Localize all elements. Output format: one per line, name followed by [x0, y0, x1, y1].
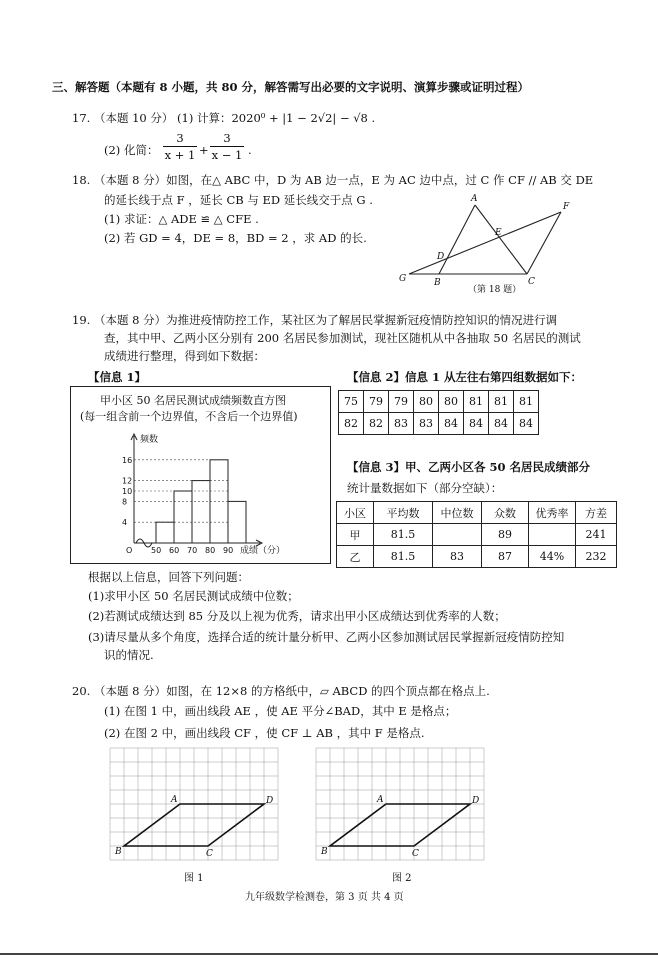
info2-cell: 81: [514, 391, 539, 413]
q20-figure-2: [316, 748, 484, 860]
hist-bar-90-100: [228, 501, 246, 543]
info3-cell: 44%: [529, 546, 576, 568]
hist-y-title: 频数: [140, 435, 159, 445]
info2-cell: 80: [414, 391, 439, 413]
hist-xtick-70: 70: [187, 546, 198, 555]
q17-f1-numerator: 3: [176, 131, 184, 145]
q18-line1: 18. （本题 8 分）如图，在△ ABC 中，D 为 AB 边一点，E 为 AC 边中点，过 C 作 CF // AB 交 DE: [72, 173, 594, 187]
hist-ytick-10: 10: [122, 487, 133, 496]
info3-cell: 241: [576, 524, 617, 546]
info2-cell: 83: [389, 413, 414, 435]
q19-line1: 19. （本题 8 分）为推进疫情防控工作，某社区为了解居民掌握新冠疫情防控知识的情况进行调: [72, 313, 558, 327]
q18-seg-gf: [409, 212, 561, 274]
q18-label-b: B: [434, 278, 441, 288]
info2-cell: 84: [514, 413, 539, 435]
q18-caption: （第 18 题）: [468, 285, 522, 295]
q17-plus: +: [199, 143, 209, 157]
info2-cell: 75: [339, 391, 364, 413]
section-heading: 三、解答题（本题有 8 小题，共 80 分，解答需写出必要的文字说明、演算步骤或证明过程）: [52, 80, 530, 94]
hist-xtick-50: 50: [151, 546, 162, 555]
info2-row: [339, 391, 539, 413]
hist-xtick-80: 80: [205, 546, 216, 555]
q17-part2-suffix: .: [248, 143, 252, 157]
hist-origin: O: [126, 546, 133, 555]
q19-histogram: [100, 430, 330, 560]
hist-xtick-90: 90: [223, 546, 234, 555]
info3-row: [337, 524, 617, 546]
q18-seg-cf: [527, 212, 561, 274]
q19-info2-table: [338, 390, 539, 435]
hist-bar-60-70: [174, 491, 192, 543]
hist-ytick-8: 8: [122, 497, 128, 507]
hist-xtick-60: 60: [169, 546, 180, 555]
bottom-rule: [0, 953, 658, 955]
q19-info3-table: [336, 501, 617, 568]
info2-cell: 81: [489, 391, 514, 413]
q19-line2: 查，其中甲、乙两小区分别有 200 名居民参加测试，现社区随机从中各抽取 50 名居民的测试: [104, 331, 581, 345]
q18-label-f: F: [563, 202, 570, 212]
q19-ask: 根据以上信息，回答下列问题：: [88, 570, 249, 584]
q19-sub2: (2)若测试成绩达到 85 分及以上视为优秀，请求出甲小区成绩达到优秀率的人数；: [88, 609, 506, 623]
info3-cell: 方差: [576, 502, 617, 524]
q17-f2-numerator: 3: [223, 131, 231, 145]
info3-cell: 87: [482, 546, 529, 568]
q18-label-e: E: [495, 228, 502, 238]
q20-fig1-label-c: C: [206, 849, 213, 859]
q19-sub3b: 识的情况.: [104, 648, 154, 662]
info3-cell: 83: [433, 546, 482, 568]
info3-row: [337, 546, 617, 568]
q18-sub2: (2) 若 GD = 4，DE = 8，BD = 2 ，求 AD 的长.: [104, 231, 367, 245]
q20-fig2-label-b: B: [321, 847, 328, 857]
hist-ytick-4: 4: [122, 518, 128, 528]
info3-cell: 众数: [482, 502, 529, 524]
q18-label-g: G: [399, 274, 407, 284]
q19-info1-note: (每一组含前一个边界值，不含后一个边界值): [80, 410, 298, 423]
info2-cell: 82: [339, 413, 364, 435]
info2-cell: 84: [439, 413, 464, 435]
q19-line3: 成绩进行整理，得到如下数据：: [104, 349, 265, 363]
q20-fig1-label-a: A: [171, 795, 178, 805]
q20-fig1-caption: 图 1: [184, 873, 204, 884]
info3-cell: 平均数: [374, 502, 433, 524]
q17-fraction-2: [210, 131, 244, 162]
info2-cell: 81: [464, 391, 489, 413]
info3-cell: 小区: [337, 502, 374, 524]
q20-fig1-label-d: D: [266, 796, 274, 806]
info3-cell: [529, 524, 576, 546]
q19-info3-line1: 【信息 3】甲、乙两小区各 50 名居民成绩部分: [347, 460, 591, 474]
q19-info1-label: 【信息 1】: [88, 370, 147, 384]
q20-sub1: (1) 在图 1 中，画出线段 AE ，使 AE 平分∠BAD，其中 E 是格点；: [104, 704, 457, 718]
info3-cell: 优秀率: [529, 502, 576, 524]
q20-line1: 20. （本题 8 分）如图，在 12×8 的方格纸中，▱ ABCD 的四个顶点都在格点上.: [72, 684, 490, 698]
q17-f1-denominator: x + 1: [164, 148, 196, 162]
info3-cell: 81.5: [374, 524, 433, 546]
info3-cell: 中位数: [433, 502, 482, 524]
q17-f2-denominator: x − 1: [211, 148, 243, 162]
q17-fraction-1: [163, 131, 197, 162]
q20-fig2-label-d: D: [472, 796, 480, 806]
page-footer: 九年级数学检测卷，第 3 页 共 4 页: [245, 892, 404, 903]
q18-label-d: D: [437, 252, 445, 262]
info2-cell: 79: [389, 391, 414, 413]
q18-seg-ac: [475, 205, 527, 274]
info3-cell: 乙: [337, 546, 374, 568]
q20-fig1-label-b: B: [115, 847, 122, 857]
info3-cell: 甲: [337, 524, 374, 546]
info2-cell: 82: [364, 413, 389, 435]
q17-part2-prefix: (2) 化简：: [104, 143, 159, 157]
q20-fig2-label-c: C: [412, 849, 419, 859]
q18-line2: 的延长线于点 F ，延长 CB 与 ED 延长线交于点 G .: [104, 193, 373, 207]
hist-bar-50-60: [156, 522, 174, 543]
hist-ytick-12: 12: [122, 476, 133, 486]
info2-cell: 84: [489, 413, 514, 435]
info3-cell: 232: [576, 546, 617, 568]
q20-fig2-label-a: A: [377, 795, 384, 805]
info2-cell: 79: [364, 391, 389, 413]
q19-sub3a: (3)请尽量从多个角度，选择合适的统计量分析甲、乙两小区参加测试居民掌握新冠疫情防控知: [88, 630, 565, 644]
q19-info3-line2: 统计量数据如下（部分空缺）：: [347, 481, 503, 495]
info2-cell: 80: [439, 391, 464, 413]
q18-label-c: C: [528, 277, 535, 287]
info3-cell: 89: [482, 524, 529, 546]
info2-row: [339, 413, 539, 435]
q20-figure-1: [110, 748, 278, 860]
hist-x-title: 成绩（分）: [240, 546, 286, 556]
q18-label-a: A: [471, 194, 478, 204]
q19-sub1: (1)求甲小区 50 名居民测试成绩中位数；: [88, 589, 299, 603]
info2-cell: 83: [414, 413, 439, 435]
info3-cell: 81.5: [374, 546, 433, 568]
info2-cell: 84: [464, 413, 489, 435]
q20-fig2-caption: 图 2: [392, 873, 412, 884]
q17-part1: 17. （本题 10 分） (1) 计算：2020⁰ + |1 − 2√2| − √8 .: [72, 111, 376, 125]
q18-sub1: (1) 求证：△ ADE ≌ △ CFE .: [104, 212, 259, 226]
info3-row: [337, 502, 617, 524]
info3-cell: [433, 524, 482, 546]
q19-info2-text: 【信息 2】信息 1 从左往右第四组数据如下：: [347, 370, 583, 384]
hist-bar-70-80: [192, 481, 210, 543]
q18-seg-ab: [439, 205, 475, 274]
hist-ytick-16: 16: [122, 455, 133, 465]
q19-info1-title: 甲小区 50 名居民测试成绩频数直方图: [100, 394, 286, 407]
q20-sub2: (2) 在图 2 中，画出线段 CF ，使 CF ⊥ AB ，其中 F 是格点.: [104, 726, 425, 740]
